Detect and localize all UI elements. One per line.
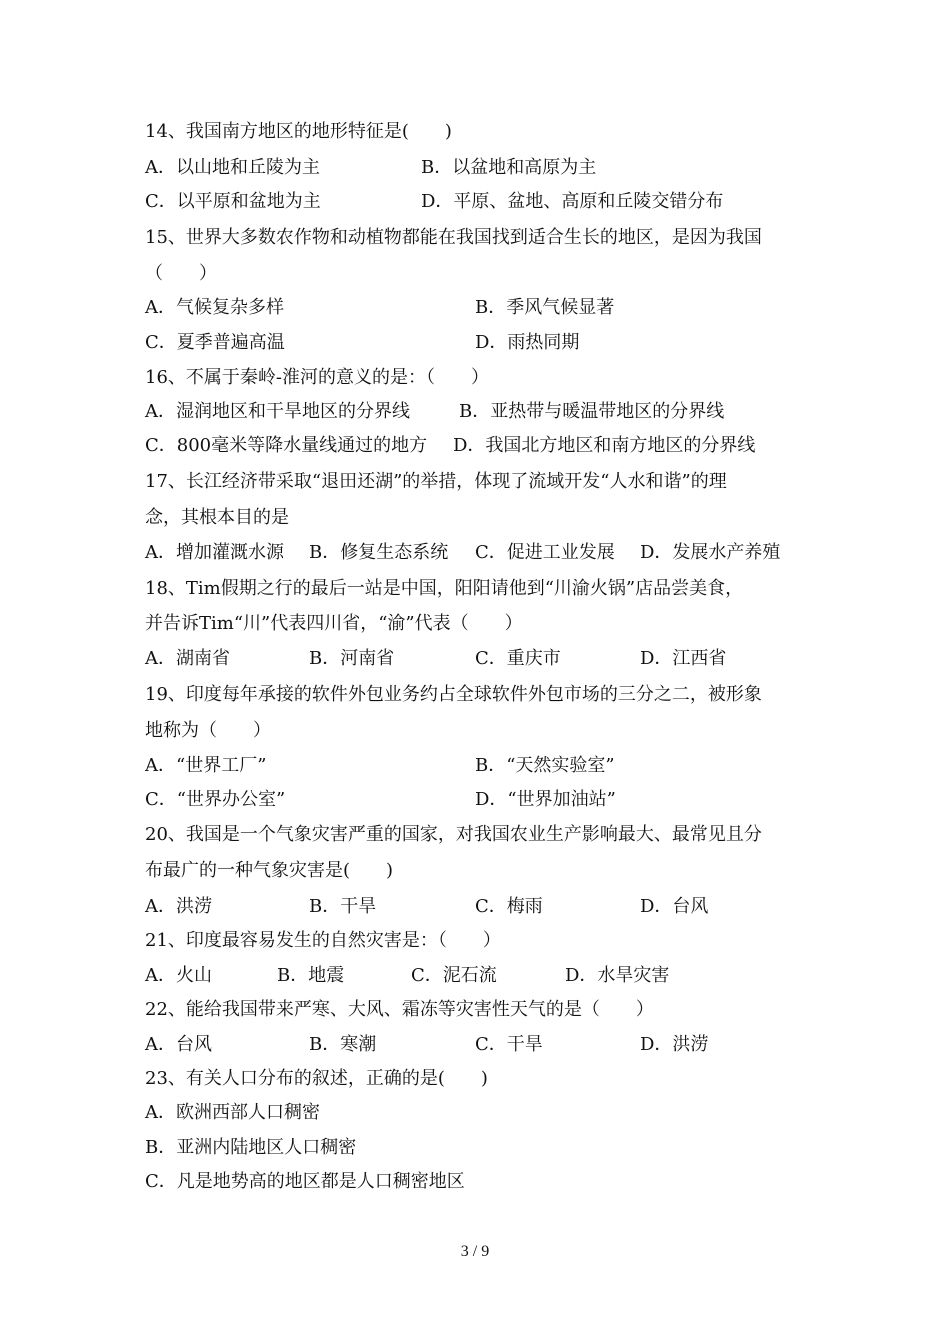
question-23-option-c: C．凡是地势高的地区都是人口稠密地区	[145, 1171, 465, 1192]
question-23-option-a: A．欧洲西部人口稠密	[145, 1102, 320, 1123]
question-20-option-a: A．洪涝	[145, 896, 212, 917]
question-15-option-c: C．夏季普遍高温	[145, 332, 285, 353]
question-19-stem-line-2: 地称为（ ）	[145, 720, 271, 741]
question-18-stem-line-1: 18、Tim假期之行的最后一站是中国，阳阳请他到“川渝火锅”店品尝美食，	[145, 578, 744, 599]
question-21-option-b: B．地震	[277, 965, 345, 986]
question-16-option-b: B．亚热带与暖温带地区的分界线	[459, 401, 725, 422]
question-21-option-a: A．火山	[145, 965, 212, 986]
question-21-option-c: C．泥石流	[411, 965, 497, 986]
question-22-option-b: B．寒潮	[309, 1034, 377, 1055]
question-15-stem-line-1: 15、世界大多数农作物和动植物都能在我国找到适合生长的地区，是因为我国	[145, 227, 762, 248]
question-23-option-b: B．亚洲内陆地区人口稠密	[145, 1137, 357, 1158]
question-22-option-a: A．台风	[145, 1034, 212, 1055]
question-19-option-c: C．“世界办公室”	[145, 789, 286, 810]
question-22-option-c: C．干旱	[475, 1034, 543, 1055]
question-14-option-a: A．以山地和丘陵为主	[145, 157, 320, 178]
question-21-option-d: D．水旱灾害	[565, 965, 670, 986]
question-19-option-b: B．“天然实验室”	[475, 755, 615, 776]
question-20-option-c: C．梅雨	[475, 896, 543, 917]
question-20-option-d: D．台风	[640, 896, 709, 917]
question-20-stem-line-2: 布最广的一种气象灾害是( )	[145, 860, 394, 881]
question-19-stem-line-1: 19、印度每年承接的软件外包业务约占全球软件外包市场的三分之二，被形象	[145, 684, 762, 705]
question-17-option-a: A．增加灌溉水源	[145, 542, 284, 563]
question-20-stem-line-1: 20、我国是一个气象灾害严重的国家，对我国农业生产影响最大、最常见且分	[145, 824, 762, 845]
question-22-stem: 22、能给我国带来严寒、大风、霜冻等灾害性天气的是（ ）	[145, 999, 654, 1020]
question-14-option-c: C．以平原和盆地为主	[145, 191, 321, 212]
question-18-stem-line-2: 并告诉Tim“川”代表四川省，“渝”代表（ ）	[145, 613, 523, 634]
question-18-option-a: A．湖南省	[145, 648, 230, 669]
question-19-option-d: D．“世界加油站”	[475, 789, 616, 810]
question-18-option-d: D．江西省	[640, 648, 727, 669]
question-22-option-d: D．洪涝	[640, 1034, 709, 1055]
question-17-option-b: B．修复生态系统	[309, 542, 449, 563]
question-18-option-b: B．河南省	[309, 648, 395, 669]
question-15-option-d: D．雨热同期	[475, 332, 580, 353]
question-21-stem: 21、印度最容易发生的自然灾害是：（ ）	[145, 930, 501, 951]
question-19-option-a: A．“世界工厂”	[145, 755, 267, 776]
question-23-stem: 23、有关人口分布的叙述，正确的是( )	[145, 1068, 488, 1089]
question-17-option-d: D．发展水产养殖	[640, 542, 781, 563]
question-16-stem: 16、不属于秦岭-淮河的意义的是：（ ）	[145, 367, 489, 388]
question-14-option-d: D．平原、盆地、高原和丘陵交错分布	[421, 191, 724, 212]
question-16-option-c: C．800毫米等降水量线通过的地方	[145, 435, 428, 456]
question-15-stem-line-2: （ ）	[145, 263, 217, 284]
question-20-option-b: B．干旱	[309, 896, 377, 917]
question-15-option-b: B．季风气候显著	[475, 297, 615, 318]
question-15-option-a: A．气候复杂多样	[145, 297, 284, 318]
question-17-option-c: C．促进工业发展	[475, 542, 615, 563]
question-17-stem-line-1: 17、长江经济带采取“退田还湖”的举措，体现了流域开发“人水和谐”的理	[145, 471, 727, 492]
page-number: 3 / 9	[460, 1243, 490, 1260]
question-16-option-d: D．我国北方地区和南方地区的分界线	[453, 435, 756, 456]
question-16-option-a: A．湿润地区和干旱地区的分界线	[145, 401, 410, 422]
question-18-option-c: C．重庆市	[475, 648, 561, 669]
question-14-option-b: B．以盆地和高原为主	[421, 157, 597, 178]
question-17-stem-line-2: 念，其根本目的是	[145, 507, 289, 528]
question-14-stem: 14、我国南方地区的地形特征是( )	[145, 121, 452, 142]
